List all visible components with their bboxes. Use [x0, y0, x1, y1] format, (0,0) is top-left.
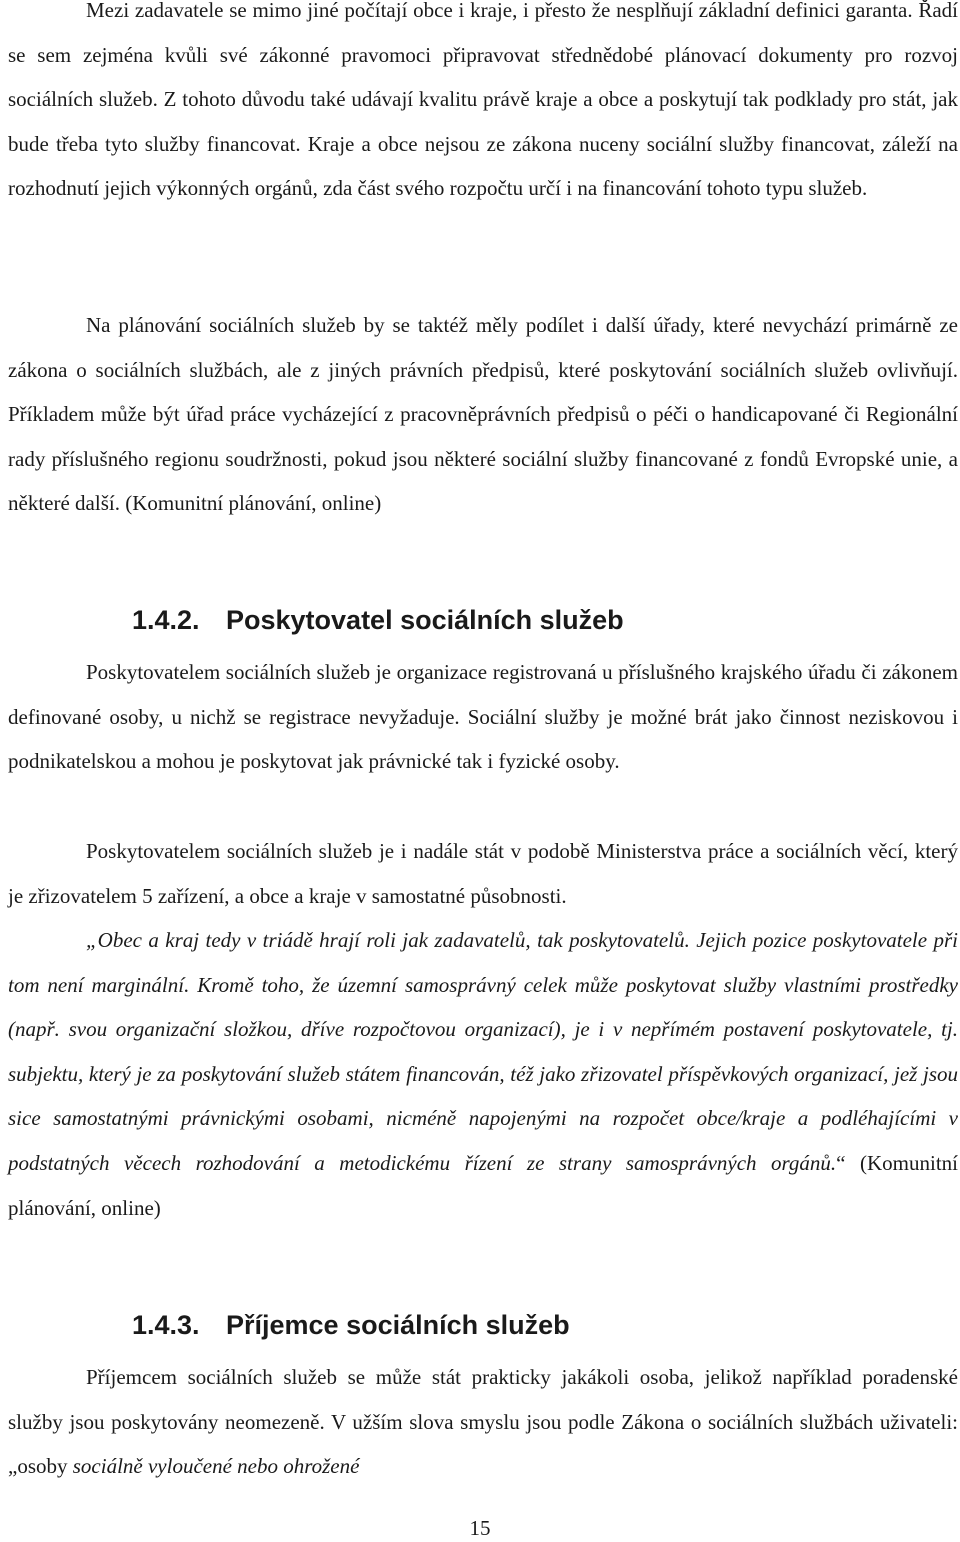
section-number: 1.4.2.: [132, 605, 200, 635]
paragraph-quote-obec-kraj: [8, 918, 958, 1230]
quote-text: sociálně vyloučené nebo ohrožené: [72, 1454, 360, 1479]
page-number: 15: [469, 1516, 491, 1540]
section-title: Příjemce sociálních služeb: [226, 1310, 570, 1340]
paragraph-prijemcem: [8, 1355, 958, 1489]
quote-text: „Obec a kraj tedy v triádě hrají roli jak zadavatelů, tak poskytovatelů. Jejich pozice poskytovatele při tom není marginální. Kromě toho, že územní samosprávný celek může poskytovat služby vlastními prostředky (např. svou organizační složkou, dříve rozpočtovou organizací), je i v nepřímém postavení poskytovatele, tj. subjektu, který je za poskytování služeb státem financován, též jako zřizovatel příspěvkových organizací, jež jsou sice samostatnými právnickými osobami, nicméně napojenými na rozpočet obce/kraje a podléhajícími v podstatných věcech rozhodování a metodickému řízení ze strany samosprávných orgánů.: [8, 928, 958, 1175]
paragraph-poskytovatelem: Poskytovatelem sociálních služeb je organizace registrovaná u příslušného krajského úřadu či zákonem definované osoby, u nichž se registrace nevyžaduje. Sociální služby je možné brát jako činnost neziskovou i podnikatelskou a mohou je poskytovat jak právnické tak i fyzické osoby.: [8, 660, 958, 774]
section-heading-poskytovatel: [132, 605, 624, 636]
section-heading-prijemce: [132, 1310, 570, 1341]
paragraph-text: Příjemcem sociálních služeb se může stát prakticky jakákoli osoba, jelikož například poradenské služby jsou poskytovány neomezeně. V užším slova smyslu jsou podle Zákona o sociálních službách uživateli: „osoby: [8, 1365, 958, 1479]
paragraph-dalsi-urady: Na plánování sociálních služeb by se taktéž měly podílet i další úřady, které nevychází primárně ze zákona o sociálních službách, ale z jiných právních předpisů, které poskytování sociálních služeb ovlivňují. Příkladem může být úřad práce vycházející z pracovněprávních předpisů o péči o handicapované či Regionální rady příslušného regionu soudržnosti, pokud jsou některé sociální služby financované z fondů Evropské unie, a některé další. (Komunitní plánování, online): [8, 313, 958, 516]
paragraph-stat-poskytovatel: Poskytovatelem sociálních služeb je i nadále stát v podobě Ministerstva práce a sociálních věcí, který je zřizovatelem 5 zařízení, a obce a kraje v samostatné působnosti.: [8, 839, 958, 908]
section-title: Poskytovatel sociálních služeb: [226, 605, 624, 635]
section-number: 1.4.3.: [132, 1310, 200, 1340]
citation-text: “ (Komunitní plánování, online): [8, 1150, 958, 1220]
paragraph-zadavatele: Mezi zadavatele se mimo jiné počítají obce i kraje, i přesto že nesplňují základní definici garanta. Řadí se sem zejména kvůli své zákonné pravomoci připravovat střednědobé plánovací dokumenty pro rozvoj sociálních služeb. Z tohoto důvodu také udávají kvalitu právě kraje a obce a poskytují tak podklady pro stát, jak bude třeba tyto služby financovat. Kraje a obce nejsou ze zákona nuceny sociální služby financovat, záleží na rozhodnutí jejich výkonných orgánů, zda část svého rozpočtu určí i na financování tohoto typu služeb.: [8, 0, 958, 201]
